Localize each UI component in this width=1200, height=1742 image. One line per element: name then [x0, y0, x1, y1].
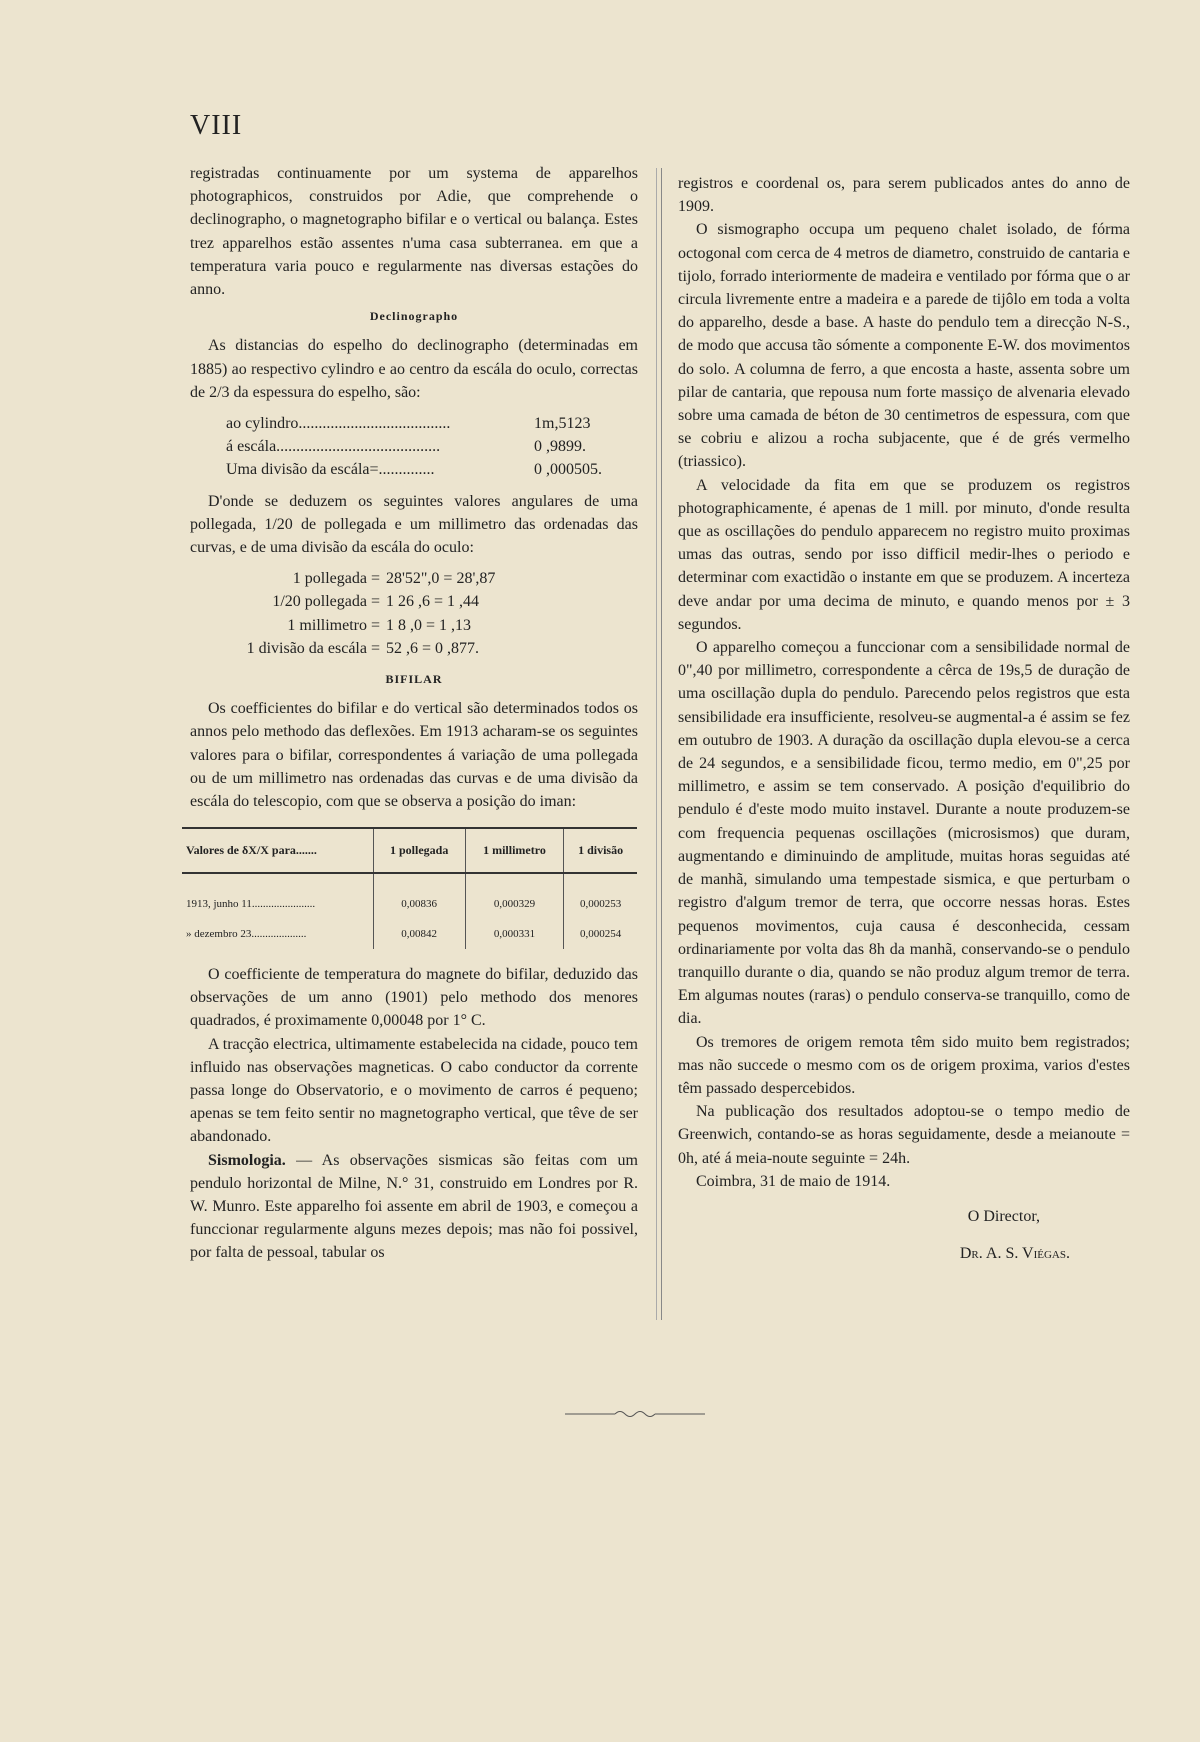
- paragraph: Na publicação dos resultados adoptou-se o tempo medio de Greenwich, contando-se as horas seguidamente, desde a meianoute = 0h, até á meia-noute seguinte = 24h.: [678, 1103, 1130, 1167]
- column-divider: [661, 168, 662, 1320]
- list-item-label: 1 millimetro =: [287, 616, 380, 634]
- list-item: [230, 637, 638, 660]
- list-item: [226, 435, 638, 458]
- table-header: 1 millimetro: [465, 828, 563, 873]
- list-item-value: 1 8 ,0 = 1 ,13: [386, 616, 472, 634]
- coefficient-table: [182, 827, 637, 949]
- table-cell: 0,000253: [564, 890, 637, 919]
- paragraph: D'onde se deduzem os seguintes valores angulares de uma pollegada, 1/20 de pollegada e um millimetro das ordenadas das curvas, e de uma divisão da escála do oculo:: [190, 492, 638, 557]
- paragraph: O sismographo occupa um pequeno chalet isolado, de fórma octogonal com cerca de 4 metros de diametro, construido de cantaria e tijolo, forrado interiormente de madeira e ventilado por fórma que o ar circula livremente entre a madeira e a parede de tijôlo em toda a volta do apparelho, desde a base. A haste do pendulo tem a direcção N-S., de modo que accusa tão sómente a componente E-W. dos movimentos do solo. A columna de ferro, a que encosta a haste, assenta sobre um pilar de cantaria, que repousa num forte massiço de alvenaria elevado sobre uma camada de béton de 30 centimetros de espessura, com que se cobriu e alizou a rocha subjacente, que é de grés vermelho (triassico).: [678, 221, 1130, 471]
- paragraph: Os tremores de origem remota têm sido muito bem registrados; mas não succede o mesmo com os de origem proxima, varios d'estes têm passado despercebidos.: [678, 1033, 1130, 1097]
- paragraph: O apparelho começou a funccionar com a sensibilidade normal de 0",40 por millimetro, correspondente a cêrca de 19s,5 de duração de uma oscillação dupla do pendulo. Parecendo pelos registros que esta sensibilidade era insufficiente, resolveu-se augmental-a é assim se fez em outubro de 1903. A duração da oscillação dupla elevou-se a cerca de 24 segundos, e a sensibilidade ficou, termo medio, em 0",25 por millimetro, e assim se tem conservado. A posição d'equilibrio do pendulo é d'este modo muito instavel. Durante a noute produzem-se com frequencia pequenas oscillações (microsismos) que duram, augmentando e diminuindo de amplitude, muitas horas seguidas até de manhã, simulando uma tempestade sismica, e que perturbam o registro d'algum tremor de terra, que occorre nessas horas. Estes pequenos movimentos, cuja causa é desconhecida, cessam ordinariamente por volta das 8h da manhã, conservando-se o pendulo tranquillo durante o dia, quando se não produz algum tremor de terra. Em algumas noutes (raras) o pendulo conserva-se tranquillo, como de dia.: [678, 639, 1130, 1028]
- table-row: [182, 920, 637, 949]
- paragraph: Os coefficientes do bifilar e do vertical são determinados todos os annos pelo methodo das deflexões. Em 1913 acharam-se os seguintes valores para o bifilar, correspondentes á variação de uma pollegada ou de um millimetro nas ordenadas das curvas e de uma divisão da escála do telescopio, com que se observa a posição do iman:: [190, 700, 638, 811]
- table-cell: 1913, junho 11.......................: [186, 898, 316, 911]
- list-item-label: 1/20 pollegada =: [272, 593, 380, 611]
- equivalence-list: [230, 567, 638, 660]
- table-header-row: [182, 828, 637, 873]
- list-item-value: 1 26 ,6 = 1 ,44: [386, 593, 480, 611]
- list-item: [226, 458, 638, 481]
- date-line: Coimbra, 31 de maio de 1914.: [696, 1172, 891, 1190]
- table-cell: 0,000254: [564, 920, 637, 949]
- paragraph: registros e coordenal os, para serem publicados antes do anno de 1909.: [678, 175, 1130, 216]
- list-item-label: á escála.........................................: [226, 438, 441, 456]
- list-item-value: 52 ,6 = 0 ,877.: [386, 639, 480, 657]
- table-header: 1 divisão: [564, 828, 637, 873]
- column-divider-inner: [656, 168, 657, 1320]
- table-cell: 0,000331: [465, 920, 563, 949]
- paragraph: A velocidade da fita em que se produzem os registros photographicamente, é apenas de 1 mill. por minuto, d'onde resulta que as oscillações do pendulo apparecem no registro muito proximas umas das outras, sendo por isso difficil medir-lhes o periodo e determinar com exactidão o instante em que se produzem. A incerteza deve andar por uma decima de minuto, e quando menos por ± 3 segundos.: [678, 476, 1130, 633]
- list-item-value: 28'52",0 = 28',87: [386, 570, 496, 588]
- list-item-label: Uma divisão da escála=..............: [226, 461, 435, 479]
- table-cell: 0,00836: [373, 890, 465, 919]
- table-cell: » dezembro 23....................: [186, 927, 307, 940]
- list-item: [230, 567, 638, 590]
- table-header: 1 pollegada: [373, 828, 465, 873]
- sismologia-title: Sismologia.: [208, 1151, 286, 1169]
- distance-list: [226, 412, 638, 482]
- signature-title: O Director,: [967, 1207, 1040, 1225]
- list-item-value: 1m,5123: [534, 415, 591, 433]
- right-column: [678, 172, 1130, 1265]
- table-cell: 0,000329: [465, 890, 563, 919]
- signature-name: Dr. A. S. Viégas.: [959, 1245, 1070, 1263]
- page-number: VIII: [190, 110, 243, 141]
- paragraph-text: — As observações sismicas são feitas com um pendulo horizontal de Milne, N.° 31, construido em Londres por R. W. Munro. Este apparelho foi assente em abril de 1903, e começou a funccionar regularmente alguns mezes depois; mas não foi possivel, por falta de pessoal, tabular os: [190, 1151, 638, 1262]
- paragraph: [190, 1149, 638, 1265]
- paragraph: A tracção electrica, ultimamente estabelecida na cidade, pouco tem influido nas observações magneticas. O cabo conductor da corrente passa longe do Observatorio, e o movimento de carros é pequeno; apenas se tem feito sentir no magnetographo vertical, que têve de ser abandonado.: [190, 1035, 638, 1146]
- list-item: [230, 590, 638, 613]
- ornament-divider: [565, 1407, 705, 1421]
- list-item-label: 1 divisão da escála =: [246, 639, 380, 657]
- list-item: [226, 412, 638, 435]
- paragraph: As distancias do espelho do declinographo (determinadas em 1885) ao respectivo cylindro e ao centro da escála do oculo, correctas de 2/3 da espessura do espelho, são:: [190, 337, 638, 401]
- list-item: [230, 614, 638, 637]
- list-item-label: ao cylindro......................................: [226, 415, 451, 433]
- table-cell: 0,00842: [373, 920, 465, 949]
- table-spacer: [182, 873, 637, 890]
- table-header: Valores de δX/X para.......: [182, 828, 373, 873]
- paragraph: registradas continuamente por um systema de apparelhos photographicos, construidos por Adie, que comprehende o declinographo, o magnetographo bifilar e o vertical ou balança. Estes trez apparelhos estão assentes n'uma casa subterranea. em que a temperatura varia pouco e regularmente nas diversas estações do anno.: [190, 165, 638, 299]
- list-item-label: 1 pollegada =: [292, 570, 380, 588]
- list-item-value: 0 ,9899.: [534, 438, 586, 456]
- paragraph: O coefficiente de temperatura do magnete do bifilar, deduzido das observações de um anno (1901) pelo methodo dos menores quadrados, é proximamente 0,00048 por 1° C.: [190, 965, 638, 1030]
- table-row: [182, 890, 637, 919]
- list-item-value: 0 ,000505.: [534, 461, 602, 479]
- section-heading-declinographo: Declinographo: [369, 309, 459, 324]
- left-column: [186, 162, 638, 1265]
- section-heading-bifilar: BIFILAR: [385, 672, 443, 687]
